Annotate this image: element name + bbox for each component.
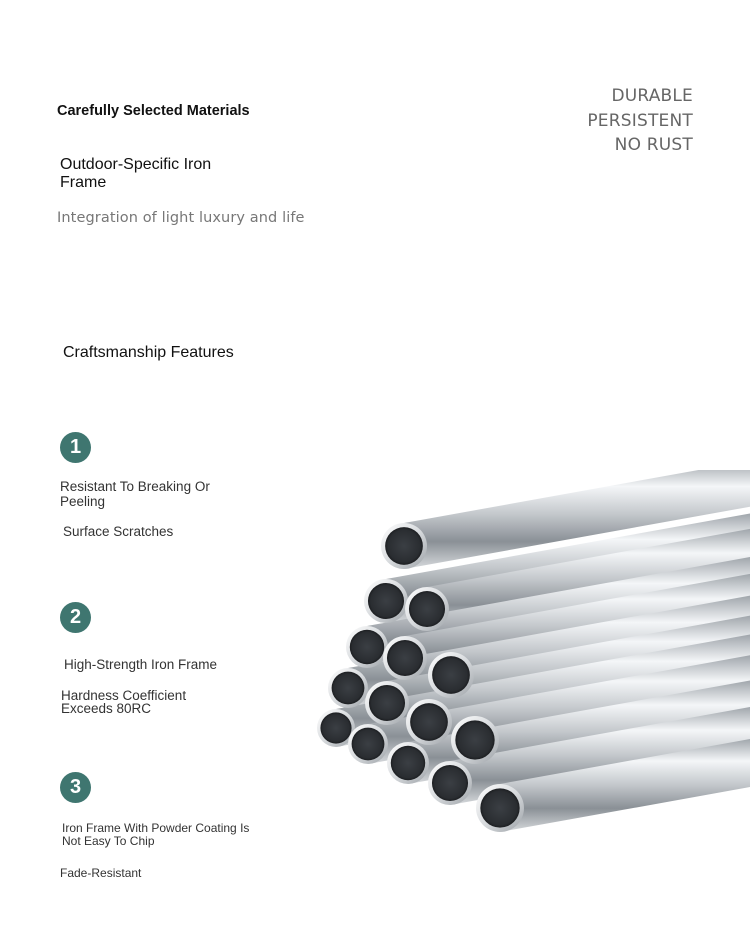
pipe-opening <box>480 788 519 827</box>
pipe-opening <box>332 672 365 705</box>
pipe-opening <box>352 728 385 761</box>
pipe-opening <box>455 720 494 759</box>
pipe-opening <box>391 746 425 780</box>
pipe-opening <box>409 591 445 627</box>
feature-3-line2: Fade-Resistant <box>60 866 142 880</box>
pipe-opening <box>432 656 470 694</box>
pipe-opening <box>350 630 384 664</box>
tag-no-rust: NO RUST <box>614 135 693 155</box>
pipe-opening <box>410 703 448 741</box>
feature-2-line2: Hardness Coefficient Exceeds 80RC <box>61 688 187 716</box>
steel-pipes-image <box>300 470 750 870</box>
tag-persistent: PERSISTENT <box>587 110 693 131</box>
pipe-opening <box>385 527 423 565</box>
number-badge-1: 1 <box>60 432 91 463</box>
feature-3-line1: Iron Frame With Powder Coating Is Not Easy To Chip <box>62 821 250 848</box>
tagline: Integration of light luxury and life <box>57 210 305 226</box>
feature-1-line1: Resistant To Breaking Or Peeling <box>60 479 210 509</box>
eyebrow-heading: Carefully Selected Materials <box>57 103 250 119</box>
pipe-opening <box>368 583 404 619</box>
pipe-opening <box>432 765 468 801</box>
tag-durable: DURABLE <box>611 86 693 106</box>
number-badge-3: 3 <box>60 772 91 803</box>
number-badge-2: 2 <box>60 602 91 633</box>
pipe-opening <box>387 640 423 676</box>
pipe-opening <box>320 712 351 743</box>
pipe-opening <box>369 685 405 721</box>
feature-2-line1: High-Strength Iron Frame <box>64 657 218 672</box>
feature-1-line2: Surface Scratches <box>63 524 174 539</box>
section-title: Craftsmanship Features <box>63 344 234 361</box>
feature-tags <box>587 84 693 158</box>
headline: Outdoor-Specific Iron Frame <box>60 156 212 191</box>
